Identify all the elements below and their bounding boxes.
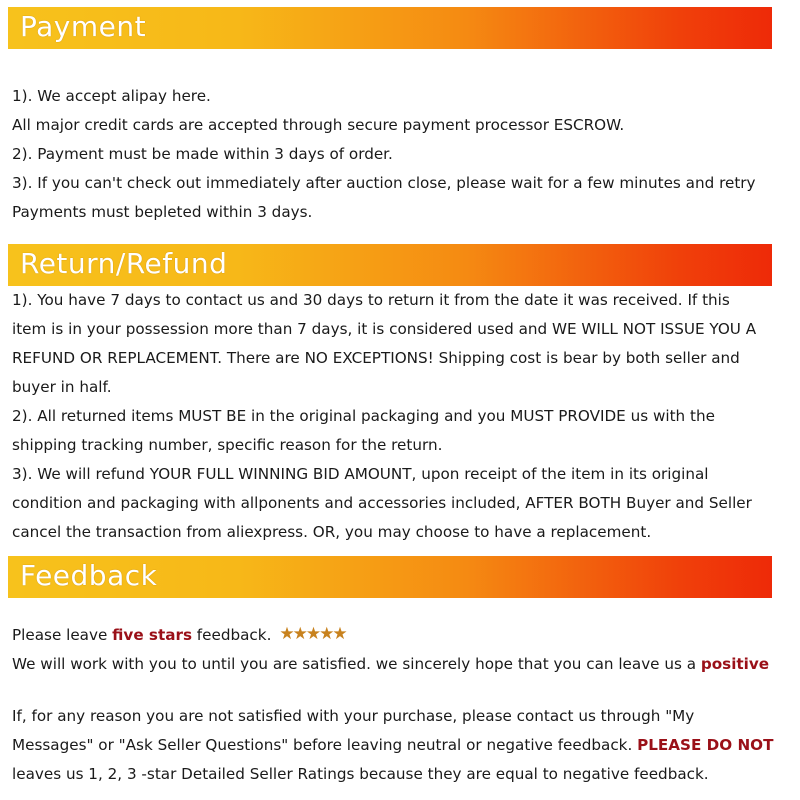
feedback-line-2: We will work with you to until you are satisfied. we sincerely hope that you can leave us a positive — [12, 655, 770, 673]
feedback-line-4: Messages" or "Ask Seller Questions" before leaving neutral or negative feedback. PLEASE DO NOT — [12, 736, 774, 754]
feedback-line-1: Please leave five stars feedback. ★★★★★ — [12, 624, 346, 644]
refund-line: 2). All returned items MUST BE in the original packaging and you MUST PROVIDE us with the — [12, 407, 715, 425]
payment-line: Payments must bepleted within 3 days. — [12, 203, 313, 221]
five-stars-emphasis: five stars — [112, 626, 192, 644]
payment-line: 3). If you can't check out immediately after auction close, please wait for a few minutes and retry — [12, 174, 756, 192]
refund-text — [12, 286, 782, 547]
refund-line: item is in your possession more than 7 days, it is considered used and WE WILL NOT ISSUE YOU A — [12, 320, 757, 338]
refund-line: shipping tracking number, specific reason for the return. — [12, 436, 443, 454]
feedback-title: Feedback — [20, 559, 158, 592]
positive-emphasis: positive — [700, 655, 770, 673]
payment-line: 1). We accept alipay here. — [12, 87, 211, 105]
five-stars-icon: ★★★★★ — [279, 624, 346, 644]
payment-line: All major credit cards are accepted through secure payment processor ESCROW. — [12, 116, 625, 134]
payment-banner — [8, 7, 772, 49]
payment-title: Payment — [20, 10, 147, 43]
feedback-banner — [8, 556, 772, 598]
refund-banner — [8, 244, 772, 286]
payment-text — [12, 82, 782, 227]
refund-line: buyer in half. — [12, 378, 112, 396]
feedback-line-3: If, for any reason you are not satisfied with your purchase, please contact us through "My — [12, 707, 695, 725]
refund-line: 1). You have 7 days to contact us and 30 days to return it from the date it was received. If this — [12, 291, 730, 309]
feedback-text-bottom — [12, 702, 782, 789]
feedback-line-5: leaves us 1, 2, 3 -star Detailed Seller Ratings because they are equal to negative feedback. — [12, 765, 709, 783]
refund-line: REFUND OR REPLACEMENT. There are NO EXCEPTIONS! Shipping cost is bear by both seller and — [12, 349, 740, 367]
payment-line: 2). Payment must be made within 3 days of order. — [12, 145, 393, 163]
refund-line: condition and packaging with allponents and accessories included, AFTER BOTH Buyer and Seller — [12, 494, 752, 512]
refund-line: cancel the transaction from aliexpress. OR, you may choose to have a replacement. — [12, 523, 652, 541]
refund-line: 3). We will refund YOUR FULL WINNING BID AMOUNT, upon receipt of the item in its original — [12, 465, 709, 483]
refund-title: Return/Refund — [20, 247, 228, 280]
feedback-text-top — [12, 620, 782, 679]
please-do-not-emphasis: PLEASE DO NOT — [637, 736, 774, 754]
